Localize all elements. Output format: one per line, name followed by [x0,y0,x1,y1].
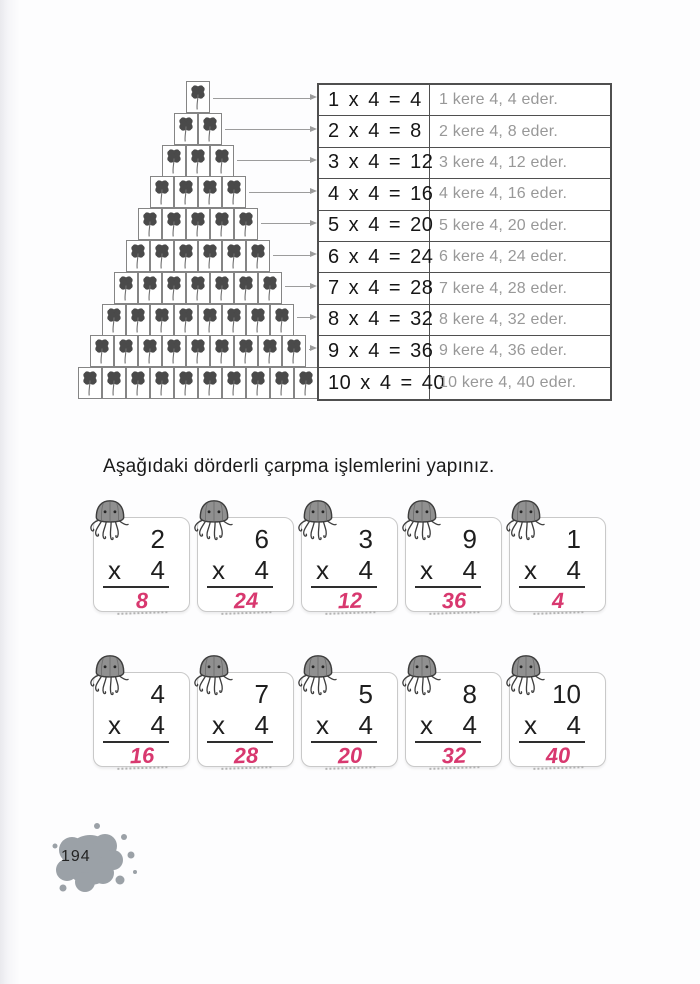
reading-cell: 10 kere 4, 40 eder. [439,374,577,392]
multiplicand: 10 [552,679,581,709]
jellyfish-icon [504,652,548,698]
clover-icon [211,146,233,176]
clover-card [174,367,198,399]
clover-card [270,304,294,336]
multiplicand: 5 [358,679,373,709]
multiplicand: 7 [254,679,269,709]
operator-row [198,709,293,741]
clover-card [174,113,198,145]
clover-card [186,335,210,367]
connector-arrow-icon [213,98,310,99]
clover-icon [187,209,209,239]
handwritten-answer: 20 [324,743,375,770]
clover-icon [199,114,221,144]
pyramid-row [114,272,282,304]
clover-icon [235,273,257,303]
answer-area [198,588,293,614]
clover-icon [127,305,149,335]
clover-icon [79,368,101,398]
handwritten-answer: 12 [324,588,375,615]
clover-icon [139,209,161,239]
clover-card [126,367,150,399]
clover-card [234,208,258,240]
jellyfish-icon [400,652,444,698]
clover-card [222,304,246,336]
operator-row [94,709,189,741]
connector-arrow-icon [285,286,310,287]
answer-area [510,588,605,614]
clover-card [258,272,282,304]
jellyfish-icon [88,652,132,698]
operator-row [510,554,605,586]
clover-icon [271,368,293,398]
clover-card [162,208,186,240]
equation-cell: 7 x 4 = 28 [319,273,430,304]
clover-card [210,272,234,304]
handwritten-answer: 24 [220,588,271,615]
multiplicand: 1 [566,524,581,554]
equation-cell: 10 x 4 = 40 [319,368,430,399]
multiply-operator: x [420,710,433,740]
multiplier: 4 [358,710,373,740]
connector-arrow-icon [309,349,310,350]
equation-cell: 3 x 4 = 12 [319,148,430,179]
multiply-operator: x [316,710,329,740]
reading-cell: 4 kere 4, 16 eder. [430,179,610,210]
clover-card [126,240,150,272]
clover-card [198,367,222,399]
reading-cell: 6 kere 4, 24 eder. [430,242,610,273]
multiplier: 4 [462,710,477,740]
pyramid-row [90,335,306,367]
clover-icon [175,177,197,207]
clover-icon [91,336,113,366]
clover-card [246,240,270,272]
multiplicand: 2 [150,524,165,554]
clover-icon [175,368,197,398]
exercise-card [509,672,606,767]
pyramid-row [138,208,258,240]
exercise-card [301,517,398,612]
clover-icon [103,305,125,335]
page-number: 194 [61,848,91,865]
clover-card [186,272,210,304]
clover-card [138,272,162,304]
connector-arrow-icon [273,255,310,256]
clover-card [114,335,138,367]
instruction-text: Aşağıdaki dörderli çarpma işlemlerini yapınız. [103,456,495,477]
clover-card [162,335,186,367]
handwritten-answer: 40 [532,743,583,770]
jellyfish-icon [192,652,236,698]
multiplier: 4 [254,710,269,740]
clover-icon [259,336,281,366]
connector-arrow-icon [237,160,310,161]
connector-arrow-icon [297,317,310,318]
pyramid-row [162,145,234,177]
clover-card [90,335,114,367]
clover-card [198,304,222,336]
answer-area [198,743,293,769]
clover-icon [151,241,173,271]
answer-area [94,588,189,614]
clover-card [174,240,198,272]
clover-icon [199,177,221,207]
jellyfish-icon [296,497,340,543]
clover-icon [223,305,245,335]
multiplicand: 3 [358,524,373,554]
clover-card [222,176,246,208]
clover-card [138,335,162,367]
clover-icon [175,241,197,271]
exercise-card [197,517,294,612]
clover-icon [127,368,149,398]
clover-icon [247,305,269,335]
clover-icon [115,273,137,303]
clover-icon [247,241,269,271]
clover-card [186,145,210,177]
clover-icon [139,273,161,303]
clover-icon [199,241,221,271]
multiplier: 4 [566,555,581,585]
ink-splat-icon [45,820,140,905]
multiplicand: 8 [462,679,477,709]
exercise-card [301,672,398,767]
clover-icon [223,177,245,207]
multiply-operator: x [108,710,121,740]
clover-icon [151,368,173,398]
clover-card [294,367,318,399]
operator-row [510,709,605,741]
multiplier: 4 [462,555,477,585]
clover-card [150,176,174,208]
clover-card [186,208,210,240]
handwritten-answer: 32 [428,743,479,770]
clover-card [126,304,150,336]
clover-icon [235,209,257,239]
clover-icon [259,273,281,303]
clover-icon [151,177,173,207]
clover-card [222,367,246,399]
clover-icon [163,273,185,303]
connector-arrow-icon [261,223,310,224]
operator-row [198,554,293,586]
clover-icon [139,336,161,366]
multiplier: 4 [358,555,373,585]
reading-cell: 8 kere 4, 32 eder. [430,305,610,336]
multiply-operator: x [420,555,433,585]
clover-card [114,272,138,304]
multiplicand: 6 [254,524,269,554]
clover-icon [211,273,233,303]
clover-card [150,367,174,399]
clover-card [270,367,294,399]
handwritten-answer: 8 [116,588,167,615]
clover-card [102,304,126,336]
clover-icon [187,82,209,112]
clover-icon [115,336,137,366]
jellyfish-icon [296,652,340,698]
multiply-operator: x [524,555,537,585]
equation-cell: 9 x 4 = 36 [319,336,430,367]
clover-icon [163,146,185,176]
exercise-card [405,517,502,612]
exercise-card [197,672,294,767]
jellyfish-icon [192,497,236,543]
clover-card [246,367,270,399]
clover-icon [187,336,209,366]
exercise-card [93,672,190,767]
pyramid-row [150,176,246,208]
exercise-card [93,517,190,612]
clover-icon [247,368,269,398]
clover-icon [151,305,173,335]
multiply-operator: x [524,710,537,740]
answer-area [94,743,189,769]
equation-cell: 4 x 4 = 16 [319,179,430,210]
scan-edge-shadow [0,0,20,984]
clover-card [102,367,126,399]
operator-row [302,709,397,741]
clover-icon [235,336,257,366]
reading-cell: 3 kere 4, 12 eder. [430,148,610,179]
clover-card [198,113,222,145]
reading-cell: 1 kere 4, 4 eder. [430,85,610,116]
reading-cell: 2 kere 4, 8 eder. [430,116,610,147]
jellyfish-icon [400,497,444,543]
clover-card [162,272,186,304]
connector-arrow-icon [249,192,310,193]
multiplier: 4 [566,710,581,740]
clover-icon [163,209,185,239]
equation-cell: 5 x 4 = 20 [319,211,430,242]
clover-icon [271,305,293,335]
clover-card [210,208,234,240]
jellyfish-icon [88,497,132,543]
reading-cell: 5 kere 4, 20 eder. [430,211,610,242]
handwritten-answer: 36 [428,588,479,615]
clover-card [210,145,234,177]
connector-arrow-icon [225,129,310,130]
equation-cell: 8 x 4 = 32 [319,305,430,336]
multiplier: 4 [254,555,269,585]
operator-row [406,554,501,586]
answer-area [406,588,501,614]
handwritten-answer: 16 [116,743,167,770]
clover-icon [163,336,185,366]
multiplicand: 9 [462,524,477,554]
answer-area [302,588,397,614]
multiplication-table [317,83,612,401]
equation-cell: 1 x 4 = 4 [319,85,430,116]
handwritten-answer: 28 [220,743,271,770]
operator-row [94,554,189,586]
equation-cell: 2 x 4 = 8 [319,116,430,147]
reading-cell: 7 kere 4, 28 eder. [430,273,610,304]
clover-icon [103,368,125,398]
multiply-operator: x [212,555,225,585]
answer-area [302,743,397,769]
multiply-operator: x [212,710,225,740]
multiply-operator: x [108,555,121,585]
clover-icon [283,336,305,366]
clover-card [150,304,174,336]
clover-icon [211,209,233,239]
clover-card [138,208,162,240]
clover-card [174,304,198,336]
page-number-splat [45,820,140,905]
clover-card [234,272,258,304]
reading-cell: 9 kere 4, 36 eder. [430,336,610,367]
clover-icon [187,273,209,303]
pyramid-row [126,240,270,272]
multiply-operator: x [316,555,329,585]
clover-card [78,367,102,399]
clover-card [234,335,258,367]
operator-row [406,709,501,741]
clover-card [258,335,282,367]
clover-icon [223,368,245,398]
equation-cell: 6 x 4 = 24 [319,242,430,273]
clover-card [162,145,186,177]
answer-area [406,743,501,769]
clover-card [198,240,222,272]
pyramid-row [78,367,318,399]
exercise-card [405,672,502,767]
clover-card [282,335,306,367]
pyramid-row [186,81,210,113]
clover-card [222,240,246,272]
handwritten-answer: 4 [532,588,583,615]
exercise-card [509,517,606,612]
clover-icon [175,114,197,144]
clover-icon [127,241,149,271]
clover-card [174,176,198,208]
clover-card [246,304,270,336]
clover-icon [175,305,197,335]
multiplier: 4 [150,555,165,585]
clover-icon [211,336,233,366]
clover-icon [199,305,221,335]
exercise-cards [93,517,606,767]
clover-icon [187,146,209,176]
clover-card [186,81,210,113]
clover-icon [223,241,245,271]
clover-icon [295,368,317,398]
operator-row [302,554,397,586]
answer-area [510,743,605,769]
multiplicand: 4 [150,679,165,709]
clover-card [150,240,174,272]
clover-icon [199,368,221,398]
clover-card [198,176,222,208]
pyramid-row [174,113,222,145]
clover-card [210,335,234,367]
pyramid-row [102,304,294,336]
jellyfish-icon [504,497,548,543]
multiplier: 4 [150,710,165,740]
